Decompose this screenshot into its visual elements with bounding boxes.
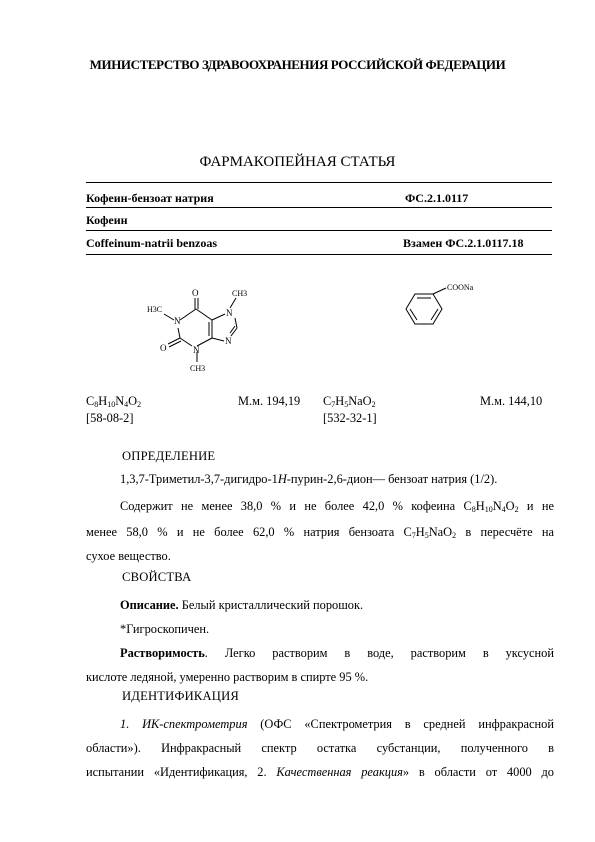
identification-heading: ИДЕНТИФИКАЦИЯ bbox=[122, 689, 239, 703]
title-block-rule-2 bbox=[86, 230, 552, 231]
caffeine-cas-number: [58-08-2] bbox=[86, 411, 134, 425]
properties-heading: СВОЙСТВА bbox=[122, 570, 192, 584]
benzoate-formula: $C_7H_5NaO_2$ bbox=[323, 394, 376, 409]
properties-solubility-line-2: кислоте ледяной, умеренно растворим в спирте 95 %. bbox=[86, 670, 369, 684]
properties-hygroscopic: *Гигроскопичен. bbox=[120, 622, 210, 636]
benzoate-cas-number: [532-32-1] bbox=[323, 411, 377, 425]
benzoate-group-label: COONa bbox=[447, 283, 474, 292]
caffeine-molecular-weight: М.м. 194,19 bbox=[238, 394, 301, 408]
replaces-code: Взамен ФС.2.1.0117.18 bbox=[403, 236, 524, 250]
properties-description: Описание. Белый кристаллический порошок. bbox=[120, 598, 364, 612]
properties-solubility-line-1: Растворимость. Легко растворим в воде, растворим в уксусной bbox=[120, 646, 554, 660]
monograph-code: ФС.2.1.0117 bbox=[405, 191, 469, 205]
document-type: ФАРМАКОПЕЙНАЯ СТАТЬЯ bbox=[199, 154, 396, 170]
caffeine-atom-n9: N bbox=[225, 336, 232, 346]
caffeine-methyl-top: CH3 bbox=[232, 289, 248, 298]
title-block-rule-1 bbox=[86, 207, 552, 208]
definition-content-line-1: Содержит не менее 38,0 % и не более 42,0 % кофеина $C_8H_{10}N_4O_2$ и не bbox=[120, 499, 554, 514]
identification-line-1: 1. ИК-спектрометрия (ОФС «Спектрометрия в средней инфракрасной bbox=[120, 717, 554, 731]
caffeine-structure bbox=[140, 278, 270, 378]
substance-name-latin: Coffeinum-natrii benzoas bbox=[86, 236, 217, 250]
caffeine-atom-n1: N bbox=[174, 316, 181, 326]
caffeine-methyl-left: H3C bbox=[147, 305, 163, 314]
definition-content-line-2: менее 58,0 % и не более 62,0 % натрия бензоата $C_7H_5NaO_2$ в пересчёте на bbox=[86, 525, 554, 540]
identification-line-2: области»). Инфракрасный спектр остатка субстанции, полученного в bbox=[86, 741, 554, 755]
definition-content-line-3: сухое вещество. bbox=[86, 549, 171, 563]
substance-name-ru: Кофеин-бензоат натрия bbox=[86, 191, 214, 205]
caffeine-atom-o6: O bbox=[192, 288, 199, 298]
caffeine-methyl-bottom: CH3 bbox=[190, 364, 206, 373]
title-block-bottom-rule bbox=[86, 254, 552, 255]
ministry-title: МИНИСТЕРСТВО ЗДРАВООХРАНЕНИЯ РОССИЙСКОЙ ФЕДЕРАЦИИ bbox=[89, 57, 506, 72]
caffeine-formula: $C_8H_{10}N_4O_2$ bbox=[86, 394, 142, 409]
caffeine-atom-o2: O bbox=[160, 343, 167, 353]
substance-alt-name: Кофеин bbox=[86, 213, 128, 227]
sodium-benzoate-structure bbox=[390, 280, 500, 340]
definition-iupac-name: 1,3,7-Триметил-3,7-дигидро-1H-пурин-2,6-дион— бензоат натрия (1/2). bbox=[120, 472, 498, 486]
definition-heading: ОПРЕДЕЛЕНИЕ bbox=[122, 449, 216, 463]
identification-line-3: испытании «Идентификация, 2. Качественная реакция» в области от 4000 до bbox=[86, 765, 554, 779]
caffeine-atom-n3: N bbox=[193, 345, 200, 355]
caffeine-atom-n7: N bbox=[226, 308, 233, 318]
title-block-top-rule bbox=[86, 182, 552, 183]
benzoate-molecular-weight: М.м. 144,10 bbox=[480, 394, 543, 408]
